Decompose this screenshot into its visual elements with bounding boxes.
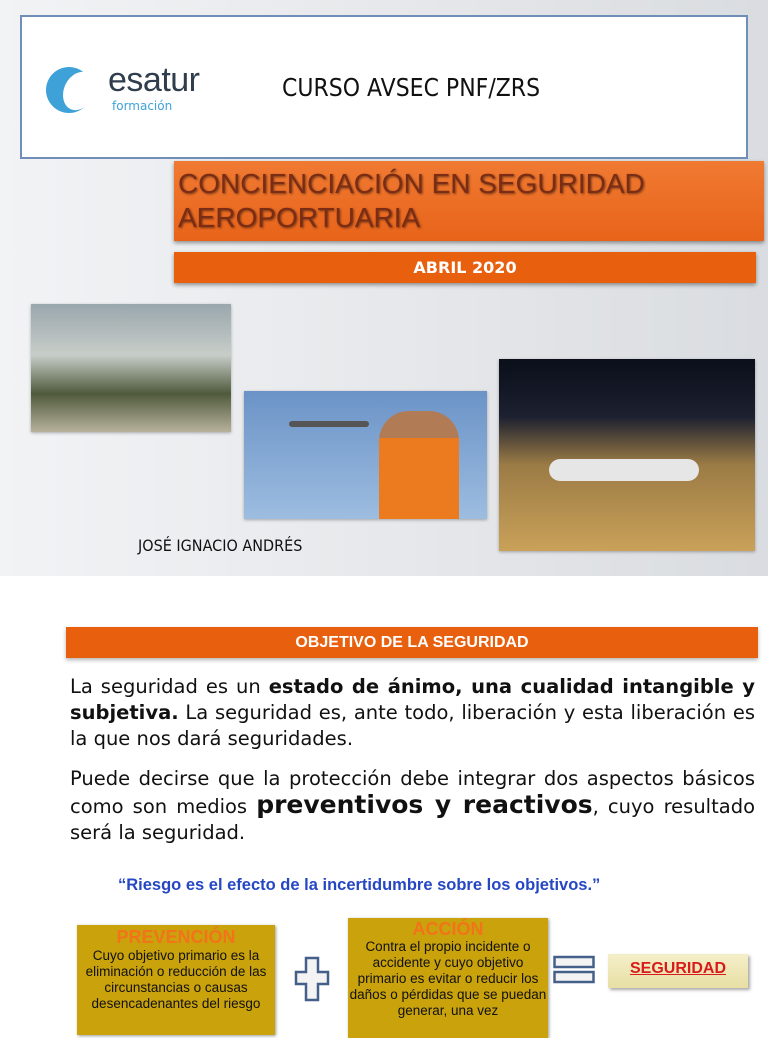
equals-icon xyxy=(553,955,595,985)
jet-shape xyxy=(549,459,699,481)
security-guards-photo xyxy=(31,304,231,432)
plus-icon xyxy=(294,956,330,1002)
accion-text: Contra el propio incidente o accidente y cuyo objetivo primario es evitar o reducir los daños o pérdidas que se puedan generar, una vez xyxy=(349,939,547,1018)
logo-name: esatur xyxy=(108,61,200,99)
section-header: OBJETIVO DE LA SEGURIDAD xyxy=(66,627,758,658)
presentation-title: CONCIENCIACIÓN EN SEGURIDAD AEROPORTUARIA xyxy=(174,161,764,241)
header-box xyxy=(20,15,748,159)
bold-text: estado de ánimo, una cualidad intangible y subjetiva. xyxy=(70,675,755,724)
author-name: JOSÉ IGNACIO ANDRÉS xyxy=(138,536,303,555)
paragraph-1 xyxy=(70,674,755,752)
airport-night-photo xyxy=(499,359,755,551)
risk-quote: “Riesgo es el efecto de la incertidumbre sobre los objetivos.” xyxy=(118,876,601,894)
text: La seguridad es un xyxy=(70,675,269,698)
bold-text: preventivos y reactivos xyxy=(256,790,593,819)
text: , cuyo resultado será la seguridad. xyxy=(70,795,756,844)
course-title: CURSO AVSEC PNF/ZRS xyxy=(282,73,541,102)
seguridad-result: SEGURIDAD xyxy=(608,954,748,988)
accion-title: ACCIÓN xyxy=(412,919,484,939)
prevencion-title: PREVENCIÓN xyxy=(116,927,236,947)
airplane-shape xyxy=(289,421,369,427)
logo-subtitle: formación xyxy=(112,99,173,113)
date-bar: ABRIL 2020 xyxy=(174,252,756,283)
text: La seguridad es, ante todo, liberación y esta liberación es la que nos dará seguridades. xyxy=(70,701,755,750)
prevencion-box xyxy=(77,925,275,1035)
accion-box xyxy=(348,918,548,1038)
prevencion-text: Cuyo objetivo primario es la eliminación o reducción de las circunstancias o causas desencadenantes del riesgo xyxy=(85,948,267,1011)
body-text xyxy=(70,674,755,860)
airport-worker-photo xyxy=(244,391,487,519)
esatur-logo-icon xyxy=(46,67,92,113)
worker-shape xyxy=(379,411,459,519)
text: Puede decirse que la protección debe integrar dos aspectos básicos como son medios xyxy=(70,767,755,818)
paragraph-2 xyxy=(70,766,755,846)
